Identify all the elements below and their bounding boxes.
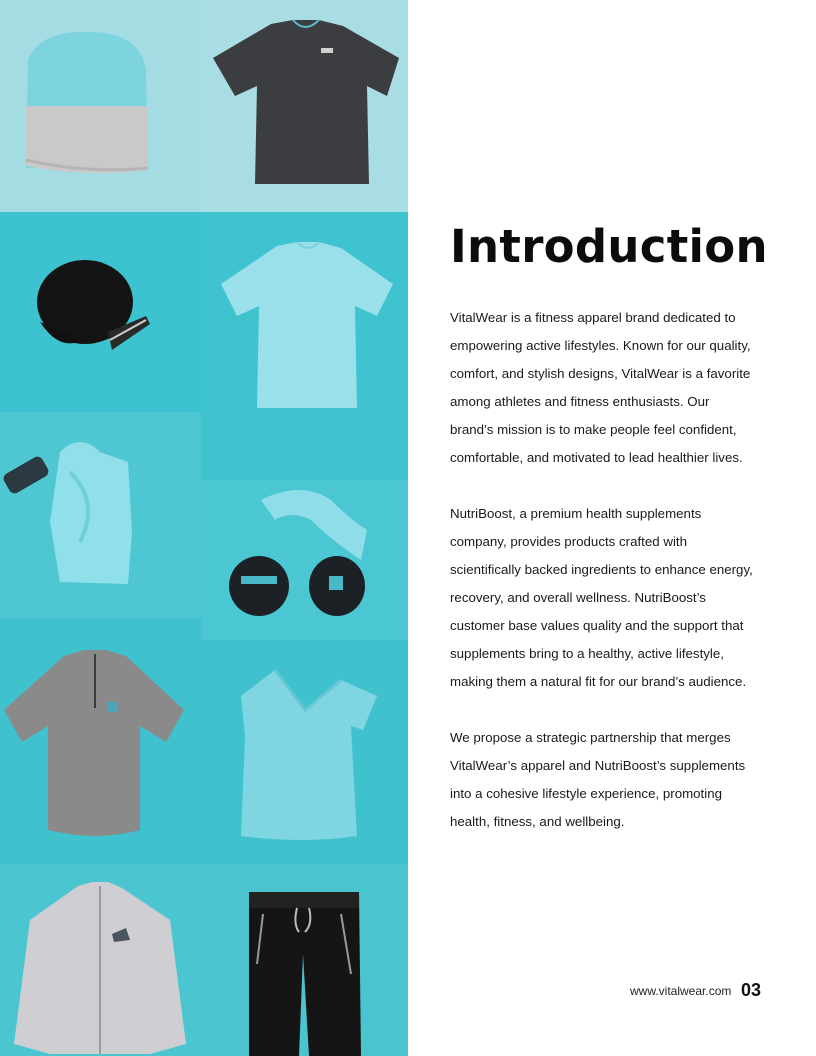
footer-website-link[interactable]: www.vitalwear.com [630, 984, 732, 998]
page-number: 03 [741, 980, 762, 1000]
intro-paragraph-partnership: We propose a strategic partnership that merges VitalWear’s apparel and NutriBoost’s supplements into a cohesive lifestyle experience, promoting health, fitness, and wellbeing. [450, 730, 746, 829]
quarter-zip-shirt-photo [0, 618, 201, 864]
mesh-shirt-photo [201, 640, 408, 864]
joggers-photo [201, 864, 408, 1056]
light-blue-tshirt-photo [201, 212, 408, 480]
page-title: Introduction [450, 220, 768, 273]
caps-and-towel-photo [201, 480, 408, 640]
winter-hat-photo [0, 212, 201, 412]
body-text [450, 304, 755, 864]
beanie-photo [0, 0, 201, 212]
intro-paragraph-nutriboost: NutriBoost, a premium health supplements company, provides products crafted with scientifically backed ingredients to enhance energy, recovery, and overall wellness. NutriBoost’s customer base values quality and the support that supplements bring to a healthy, active lifestyle, making them a natural fit for our brand’s audience. [450, 506, 753, 689]
dark-tshirt-photo [201, 0, 408, 212]
zip-jacket-photo [0, 864, 201, 1056]
intro-paragraph-vitalwear: VitalWear is a fitness apparel brand dedicated to empowering active lifestyles. Known for our quality, comfort, and stylish designs, VitalWear is a favorite among athletes and fitness enthusiasts. Our brand’s mission is to make people feel confident, comfortable, and motivated to lead healthier lives. [450, 310, 751, 465]
long-sleeve-and-bottle-photo [0, 412, 201, 618]
